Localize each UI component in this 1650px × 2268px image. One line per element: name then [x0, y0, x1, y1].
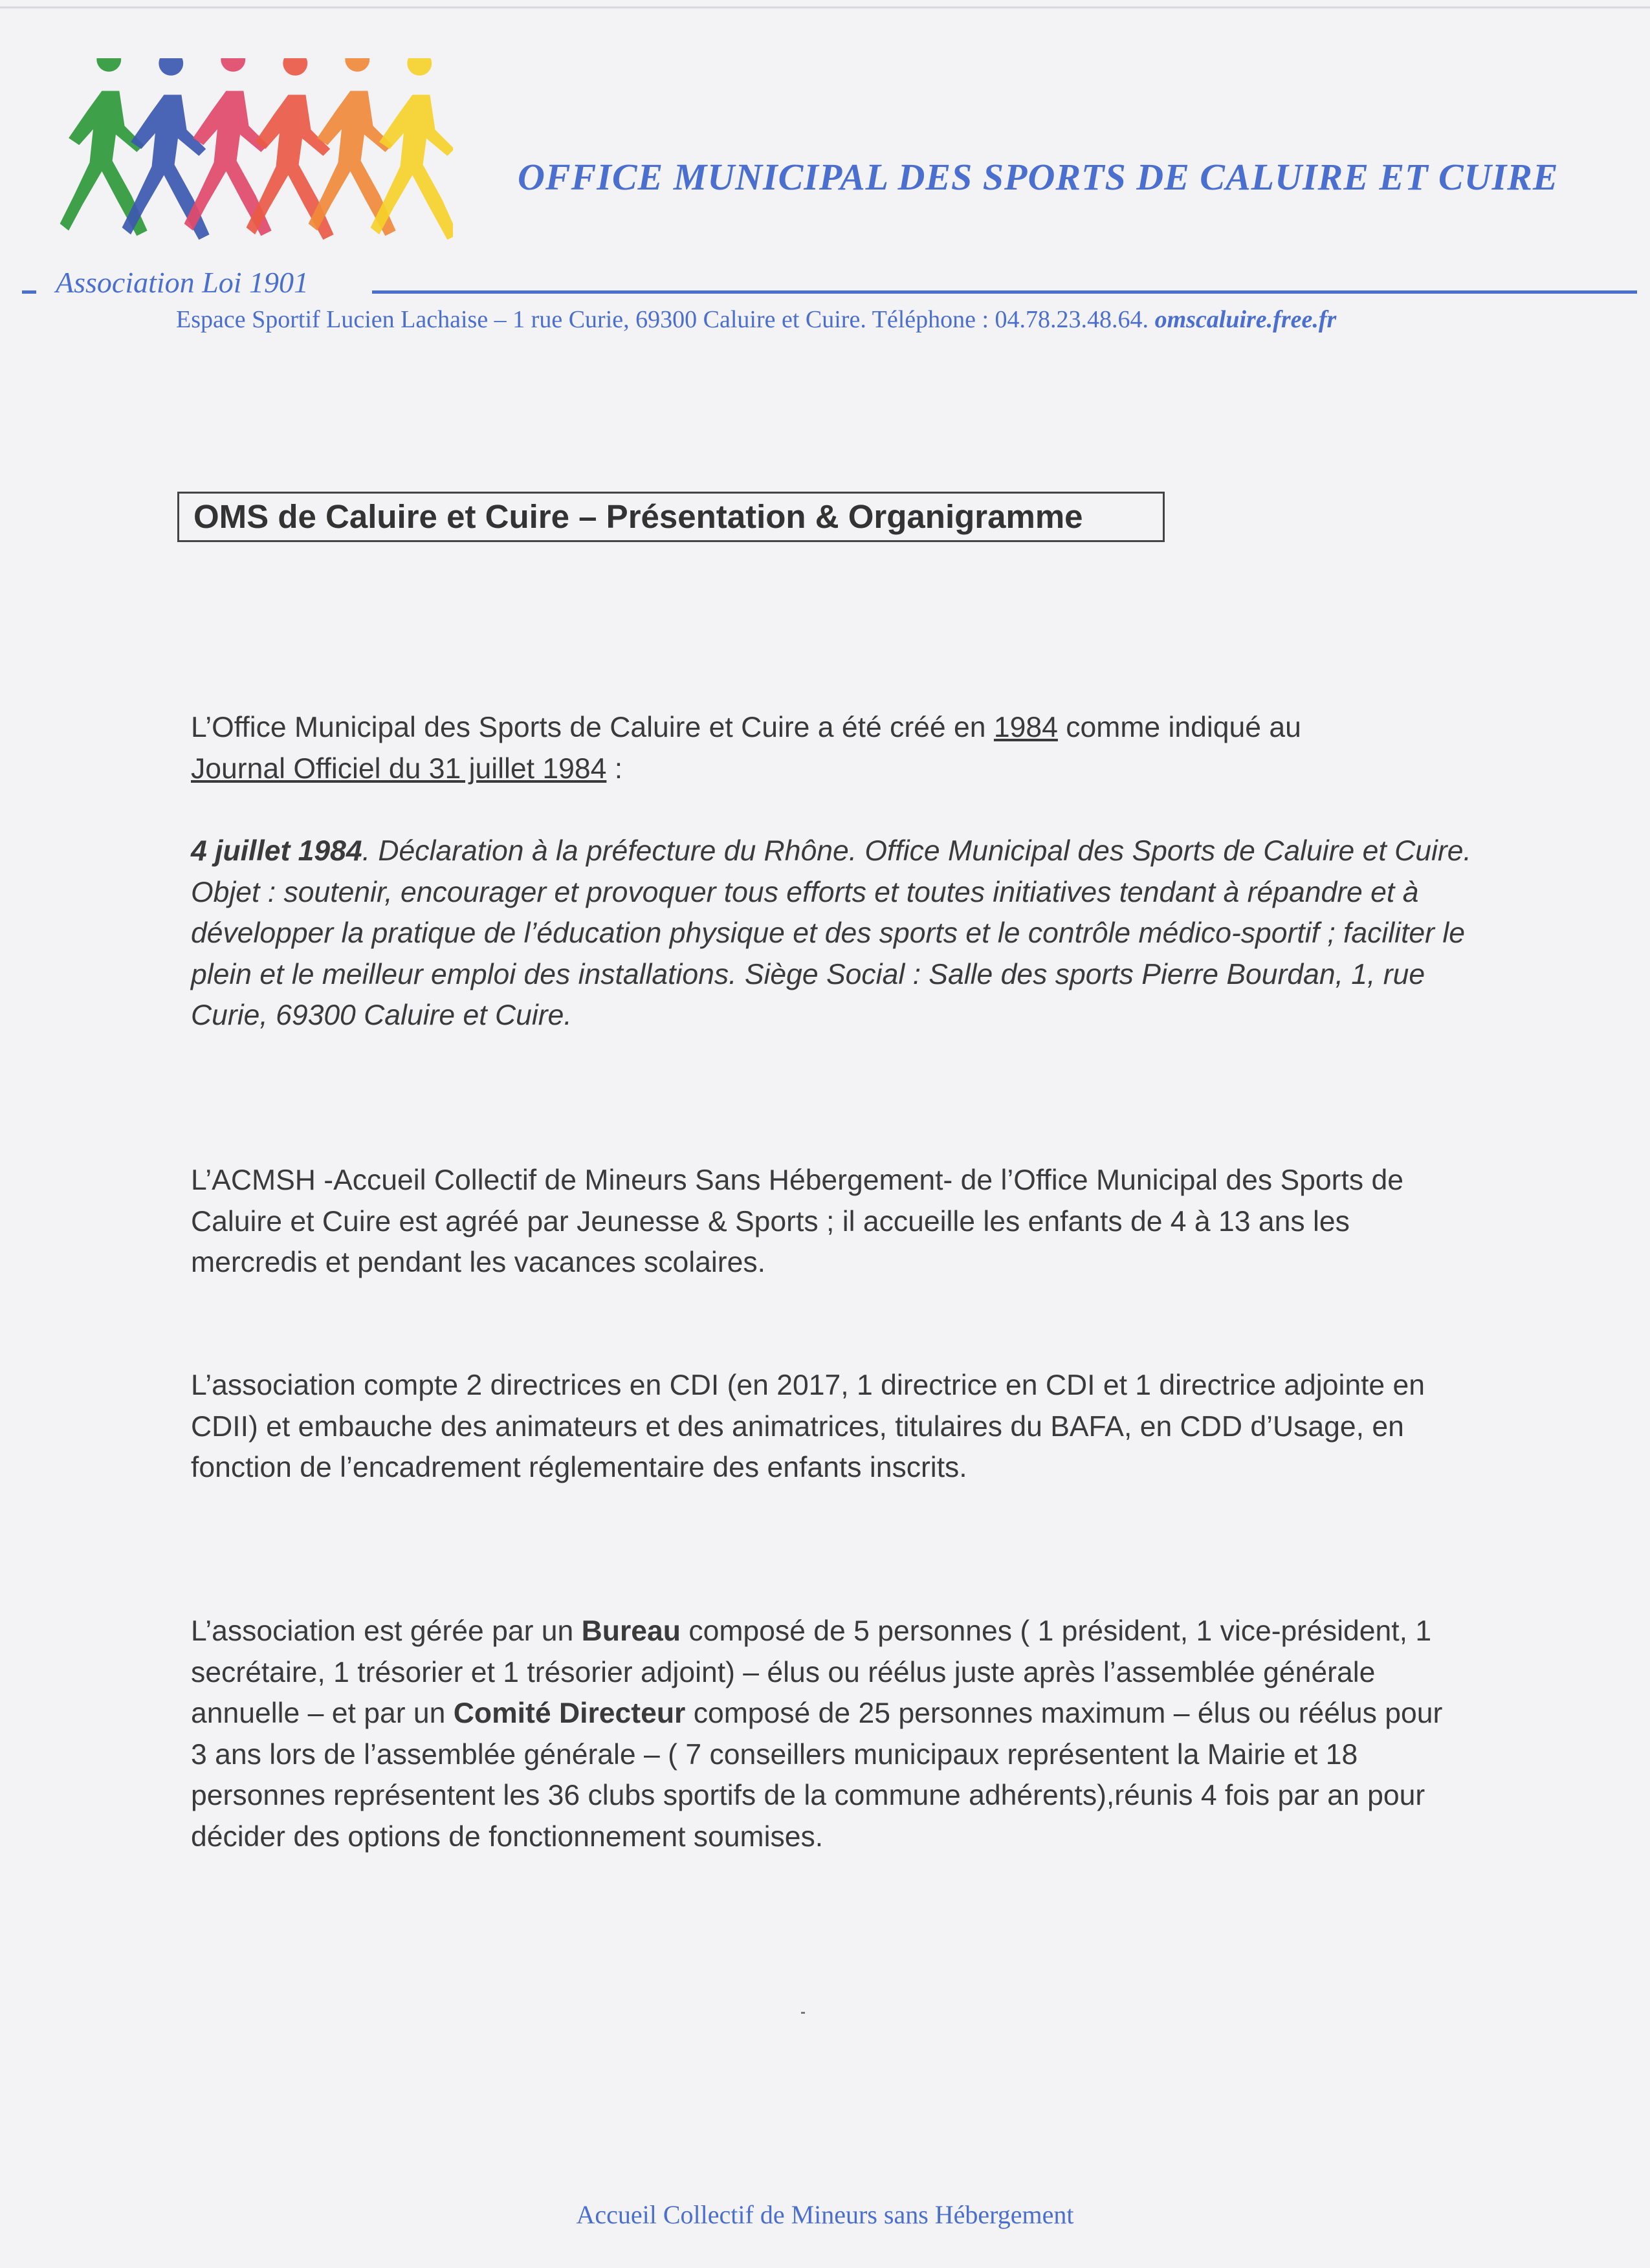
p1-year: 1984 — [993, 712, 1058, 743]
paragraph-creation — [191, 707, 1485, 789]
header-divider — [372, 290, 1637, 294]
top-edge-line — [0, 6, 1650, 8]
website-link[interactable]: omscaluire.free.fr — [1154, 306, 1337, 333]
association-label: Association Loi 1901 — [56, 266, 309, 299]
paragraph-declaration — [191, 831, 1479, 1036]
runners-logo — [52, 58, 453, 246]
scan-speck — [801, 2012, 805, 2014]
header-dash — [22, 290, 36, 294]
p1-text-end: : — [606, 752, 623, 785]
organization-title: OFFICE MUNICIPAL DES SPORTS DE CALUIRE ET CUIRE — [518, 156, 1559, 198]
paragraph-acmsh — [191, 1160, 1459, 1283]
paragraph-governance — [191, 1611, 1453, 1857]
footer-text: Accueil Collectif de Mineurs sans Hébergement — [576, 2200, 1074, 2229]
p3-text: L’ACMSH -Accueil Collectif de Mineurs Sans Hébergement- de l’Office Municipal des Sports de Caluire et Cuire est agréé par Jeunesse & Sports ; il accueille les enfants de 4 à 13 ans les mercredis et pendant les vacances scolaires. — [191, 1164, 1403, 1278]
address-text: Espace Sportif Lucien Lachaise – 1 rue Curie, 69300 Caluire et Cuire. Téléphone : 04.78.23.48.64. — [176, 306, 1149, 333]
p5-comite-directeur: Comité Directeur — [453, 1697, 686, 1729]
p5-text-c: composé de 25 personnes maximum – élus ou réélus pour 3 ans lors de l’assemblée générale – ( 7 conseillers municipaux représentent la Mairie et 18 personnes représentent les 36 clubs sportifs de la commune adhérents),réunis 4 fois par an pour décider des options de fonctionnement soumises. — [191, 1697, 1443, 1853]
p1-journal-officiel: Journal Officiel du 31 juillet 1984 — [191, 752, 607, 785]
p2-date: 4 juillet 1984 — [191, 835, 362, 867]
p1-text-mid: comme indiqué au — [1057, 712, 1301, 743]
contact-address — [176, 305, 1336, 334]
p5-text-a: L’association est gérée par un — [191, 1615, 582, 1647]
document-title: OMS de Caluire et Cuire – Présentation & Organigramme — [177, 492, 1165, 542]
p5-bureau: Bureau — [581, 1615, 681, 1647]
p2-body: . Déclaration à la préfecture du Rhône. Office Municipal des Sports de Caluire et Cuire. Objet : soutenir, encourager et provoquer tous efforts et toutes initiatives tendant à répandre et à développer la pratique de l’éducation physique et des sports et le contrôle médico-sportif ; faciliter le plein et le meilleur emploi des installations. Siège Social : Salle des sports Pierre Bourdan, 1, rue Curie, 69300 Caluire et Cuire. — [191, 835, 1471, 1031]
p4-text: L’association compte 2 directrices en CDI (en 2017, 1 directrice en CDI et 1 directrice adjointe en CDII) et embauche des animateurs et des animatrices, titulaires du BAFA, en CDD d’Usage, en fonction de l’encadrement réglementaire des enfants inscrits. — [191, 1369, 1425, 1483]
paragraph-staff — [191, 1365, 1475, 1488]
p1-text-start: L’Office Municipal des Sports de Caluire et Cuire a été créé en — [191, 712, 994, 743]
p5-text-b: composé de 5 personnes ( 1 président, 1 vice-président, 1 secrétaire, 1 trésorier et 1 trésorier adjoint) – élus ou réélus juste après l’assemblée générale annuelle – et par un — [191, 1615, 1432, 1729]
